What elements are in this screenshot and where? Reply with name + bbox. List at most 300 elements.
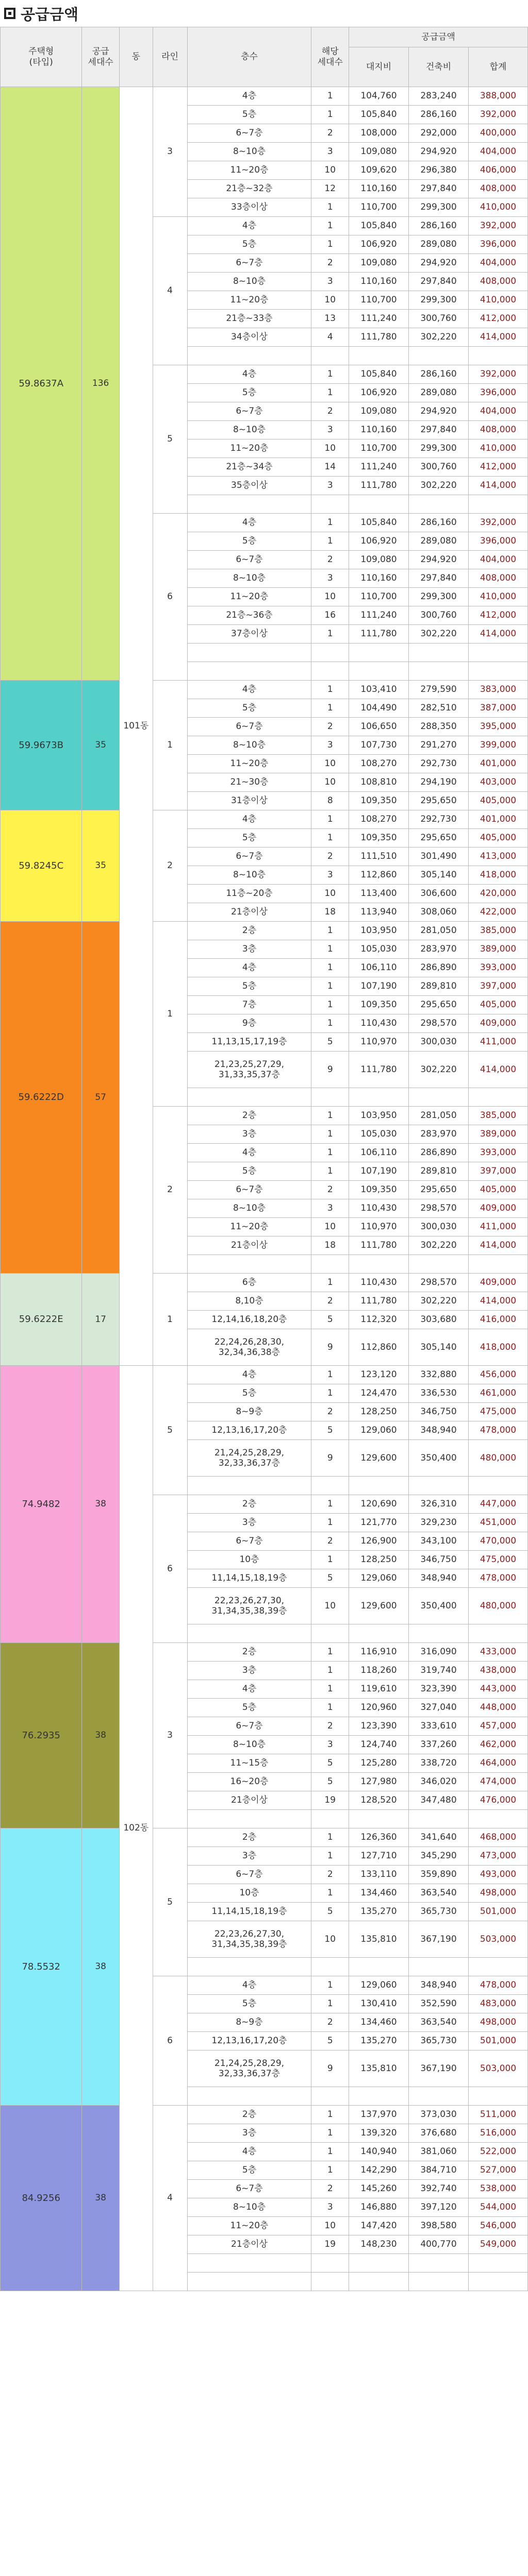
land-price-cell — [349, 1477, 408, 1495]
land-price-cell: 111,780 — [349, 477, 408, 495]
table-row — [1, 87, 528, 106]
floor-cell — [187, 2087, 311, 2106]
construction-price-cell: 298,570 — [409, 1014, 469, 1033]
land-price-cell: 116,910 — [349, 1643, 408, 1662]
land-price-cell: 129,060 — [349, 1421, 408, 1440]
header-land: 대지비 — [349, 47, 408, 87]
table-body — [1, 87, 528, 2291]
land-price-cell: 106,650 — [349, 718, 408, 736]
land-price-cell: 110,160 — [349, 273, 408, 291]
household-cell: 2 — [311, 124, 349, 143]
construction-price-cell: 301,490 — [409, 848, 469, 866]
land-price-cell: 139,320 — [349, 2124, 408, 2143]
total-price-cell: 451,000 — [469, 1514, 528, 1532]
household-cell: 9 — [311, 2050, 349, 2087]
total-price-cell: 387,000 — [469, 699, 528, 718]
floor-cell: 11~20층 — [187, 291, 311, 310]
land-price-cell: 128,520 — [349, 1791, 408, 1810]
floor-cell: 8,10층 — [187, 1292, 311, 1311]
floor-cell: 4층 — [187, 681, 311, 699]
construction-price-cell: 346,020 — [409, 1773, 469, 1791]
line-cell: 3 — [153, 87, 187, 217]
construction-price-cell: 297,840 — [409, 273, 469, 291]
floor-cell: 21층이상 — [187, 903, 311, 922]
floor-cell: 5층 — [187, 2161, 311, 2180]
household-cell: 1 — [311, 1662, 349, 1680]
total-price-cell: 413,000 — [469, 848, 528, 866]
total-price-cell: 400,000 — [469, 124, 528, 143]
construction-price-cell: 359,890 — [409, 1866, 469, 1884]
construction-price-cell: 363,540 — [409, 2013, 469, 2032]
household-cell: 1 — [311, 2124, 349, 2143]
household-cell: 10 — [311, 588, 349, 606]
floor-cell: 3층 — [187, 1662, 311, 1680]
header-type: 주택형 (타입) — [1, 27, 82, 87]
household-cell — [311, 662, 349, 681]
construction-price-cell: 288,350 — [409, 718, 469, 736]
construction-price-cell: 308,060 — [409, 903, 469, 922]
land-price-cell: 105,030 — [349, 1125, 408, 1144]
floor-cell: 6~7층 — [187, 718, 311, 736]
total-price-cell: 480,000 — [469, 1440, 528, 1477]
construction-price-cell: 283,240 — [409, 87, 469, 106]
total-price-cell: 396,000 — [469, 384, 528, 402]
total-price-cell: 457,000 — [469, 1717, 528, 1736]
construction-price-cell: 302,220 — [409, 1236, 469, 1255]
construction-price-cell: 299,300 — [409, 198, 469, 217]
total-price-cell — [469, 1958, 528, 1976]
construction-price-cell — [409, 1088, 469, 1107]
header-household: 해당 세대수 — [311, 27, 349, 87]
total-price-cell: 470,000 — [469, 1532, 528, 1551]
household-cell: 1 — [311, 699, 349, 718]
total-price-cell: 404,000 — [469, 402, 528, 421]
floor-cell: 3층 — [187, 1514, 311, 1532]
land-price-cell: 120,690 — [349, 1495, 408, 1514]
total-price-cell: 433,000 — [469, 1643, 528, 1662]
construction-price-cell: 300,760 — [409, 606, 469, 625]
floor-cell: 8~10층 — [187, 866, 311, 885]
household-cell: 18 — [311, 1236, 349, 1255]
construction-price-cell — [409, 1958, 469, 1976]
construction-price-cell: 281,050 — [409, 1107, 469, 1125]
land-price-cell: 105,840 — [349, 106, 408, 124]
floor-cell: 4층 — [187, 217, 311, 235]
construction-price-cell: 343,100 — [409, 1532, 469, 1551]
total-price-cell: 418,000 — [469, 1329, 528, 1366]
line-cell: 1 — [153, 681, 187, 810]
household-cell: 4 — [311, 328, 349, 347]
land-price-cell — [349, 1958, 408, 1976]
line-cell: 5 — [153, 1366, 187, 1495]
floor-cell: 3층 — [187, 1847, 311, 1866]
household-cell — [311, 2087, 349, 2106]
floor-cell: 8~10층 — [187, 421, 311, 439]
construction-price-cell: 299,300 — [409, 588, 469, 606]
construction-price-cell: 332,880 — [409, 1366, 469, 1384]
total-price-cell — [469, 347, 528, 365]
total-price-cell: 538,000 — [469, 2180, 528, 2198]
land-price-cell: 130,410 — [349, 1995, 408, 2013]
land-price-cell: 129,600 — [349, 1588, 408, 1624]
household-cell: 1 — [311, 365, 349, 384]
table-row — [1, 1366, 528, 1384]
floor-cell — [187, 1624, 311, 1643]
land-price-cell: 126,360 — [349, 1828, 408, 1847]
construction-price-cell: 286,160 — [409, 514, 469, 532]
construction-price-cell: 295,650 — [409, 792, 469, 810]
total-price-cell: 414,000 — [469, 328, 528, 347]
units-cell: 38 — [82, 2106, 120, 2291]
land-price-cell: 129,060 — [349, 1976, 408, 1995]
total-price-cell: 404,000 — [469, 254, 528, 273]
floor-cell: 4층 — [187, 1680, 311, 1699]
line-cell: 3 — [153, 1643, 187, 1828]
household-cell: 1 — [311, 1699, 349, 1717]
line-cell: 5 — [153, 365, 187, 514]
household-cell: 3 — [311, 1199, 349, 1218]
table-row — [1, 1643, 528, 1662]
floor-cell: 8~10층 — [187, 1199, 311, 1218]
floor-cell: 5층 — [187, 106, 311, 124]
construction-price-cell: 302,220 — [409, 1052, 469, 1088]
household-cell: 1 — [311, 1847, 349, 1866]
land-price-cell: 111,240 — [349, 606, 408, 625]
line-cell: 6 — [153, 1495, 187, 1643]
floor-cell: 33층이상 — [187, 198, 311, 217]
floor-cell: 22,23,26,27,30, 31,34,35,38,39층 — [187, 1921, 311, 1958]
construction-price-cell: 283,970 — [409, 1125, 469, 1144]
household-cell: 9 — [311, 1440, 349, 1477]
total-price-cell: 408,000 — [469, 180, 528, 198]
total-price-cell: 396,000 — [469, 235, 528, 254]
construction-price-cell: 348,940 — [409, 1976, 469, 1995]
floor-cell: 4층 — [187, 1144, 311, 1162]
floor-cell: 11~20층 — [187, 2217, 311, 2235]
land-price-cell — [349, 2254, 408, 2273]
construction-price-cell: 397,120 — [409, 2198, 469, 2217]
construction-price-cell: 350,400 — [409, 1588, 469, 1624]
household-cell: 3 — [311, 421, 349, 439]
floor-cell: 11,14,15,18,19층 — [187, 1569, 311, 1588]
construction-price-cell: 300,030 — [409, 1033, 469, 1052]
household-cell: 1 — [311, 959, 349, 977]
household-cell: 1 — [311, 1976, 349, 1995]
household-cell: 9 — [311, 1052, 349, 1088]
household-cell: 5 — [311, 1311, 349, 1329]
type-cell: 59.8245C — [1, 810, 82, 922]
units-cell: 17 — [82, 1274, 120, 1366]
land-price-cell: 111,240 — [349, 458, 408, 477]
land-price-cell: 112,860 — [349, 1329, 408, 1366]
building-cell: 102동 — [119, 1366, 153, 2291]
units-cell: 35 — [82, 681, 120, 810]
land-price-cell: 105,840 — [349, 217, 408, 235]
construction-price-cell: 286,890 — [409, 959, 469, 977]
household-cell — [311, 495, 349, 514]
household-cell: 2 — [311, 1292, 349, 1311]
total-price-cell: 478,000 — [469, 1569, 528, 1588]
construction-price-cell: 381,060 — [409, 2143, 469, 2161]
total-price-cell: 409,000 — [469, 1274, 528, 1292]
construction-price-cell — [409, 2087, 469, 2106]
household-cell: 1 — [311, 1366, 349, 1384]
floor-cell — [187, 2273, 311, 2291]
total-price-cell: 389,000 — [469, 1125, 528, 1144]
household-cell: 2 — [311, 402, 349, 421]
land-price-cell — [349, 495, 408, 514]
construction-price-cell: 289,810 — [409, 977, 469, 996]
household-cell: 2 — [311, 1532, 349, 1551]
construction-price-cell: 295,650 — [409, 829, 469, 848]
household-cell: 1 — [311, 384, 349, 402]
floor-cell: 4층 — [187, 87, 311, 106]
land-price-cell — [349, 1088, 408, 1107]
household-cell: 3 — [311, 2198, 349, 2217]
land-price-cell: 111,780 — [349, 1052, 408, 1088]
floor-cell — [187, 643, 311, 662]
construction-price-cell: 299,300 — [409, 439, 469, 458]
total-price-cell: 404,000 — [469, 551, 528, 569]
household-cell — [311, 1810, 349, 1828]
line-cell: 6 — [153, 1976, 187, 2106]
floor-cell: 21,24,25,28,29, 32,33,36,37층 — [187, 2050, 311, 2087]
household-cell: 10 — [311, 755, 349, 773]
header-building: 동 — [119, 27, 153, 87]
household-cell: 2 — [311, 2180, 349, 2198]
total-price-cell — [469, 1477, 528, 1495]
total-price-cell — [469, 495, 528, 514]
line-cell: 4 — [153, 2106, 187, 2291]
land-price-cell — [349, 1810, 408, 1828]
total-price-cell: 395,000 — [469, 718, 528, 736]
household-cell: 1 — [311, 1125, 349, 1144]
total-price-cell: 438,000 — [469, 1662, 528, 1680]
construction-price-cell: 292,730 — [409, 810, 469, 829]
floor-cell: 4층 — [187, 1976, 311, 1995]
construction-price-cell: 306,600 — [409, 885, 469, 903]
household-cell — [311, 1088, 349, 1107]
total-price-cell: 411,000 — [469, 1033, 528, 1052]
land-price-cell: 135,270 — [349, 2032, 408, 2050]
floor-cell: 12,14,16,18,20층 — [187, 1311, 311, 1329]
land-price-cell: 110,430 — [349, 1014, 408, 1033]
household-cell: 2 — [311, 551, 349, 569]
household-cell: 1 — [311, 1014, 349, 1033]
total-price-cell: 420,000 — [469, 885, 528, 903]
land-price-cell: 109,350 — [349, 996, 408, 1014]
floor-cell: 11~20층 — [187, 161, 311, 180]
land-price-cell: 109,350 — [349, 792, 408, 810]
land-price-cell — [349, 1255, 408, 1274]
total-price-cell: 478,000 — [469, 1421, 528, 1440]
construction-price-cell: 367,190 — [409, 2050, 469, 2087]
land-price-cell — [349, 1624, 408, 1643]
total-price-cell: 410,000 — [469, 439, 528, 458]
construction-price-cell: 346,750 — [409, 1403, 469, 1421]
land-price-cell: 110,430 — [349, 1199, 408, 1218]
floor-cell: 34층이상 — [187, 328, 311, 347]
construction-price-cell: 341,640 — [409, 1828, 469, 1847]
building-cell: 101동 — [119, 87, 153, 1366]
floor-cell: 6~7층 — [187, 402, 311, 421]
land-price-cell: 109,080 — [349, 143, 408, 161]
total-price-cell: 447,000 — [469, 1495, 528, 1514]
total-price-cell: 483,000 — [469, 1995, 528, 2013]
total-price-cell: 385,000 — [469, 922, 528, 940]
floor-cell: 37층이상 — [187, 625, 311, 643]
floor-cell — [187, 1477, 311, 1495]
floor-cell: 11~20층 — [187, 439, 311, 458]
land-price-cell: 106,920 — [349, 532, 408, 551]
total-price-cell: 414,000 — [469, 1052, 528, 1088]
household-cell: 1 — [311, 996, 349, 1014]
construction-price-cell: 300,030 — [409, 1218, 469, 1236]
land-price-cell: 112,320 — [349, 1311, 408, 1329]
household-cell: 13 — [311, 310, 349, 328]
total-price-cell: 392,000 — [469, 514, 528, 532]
total-price-cell: 498,000 — [469, 1884, 528, 1903]
floor-cell: 6~7층 — [187, 1532, 311, 1551]
land-price-cell: 109,350 — [349, 1181, 408, 1199]
land-price-cell: 135,270 — [349, 1903, 408, 1921]
construction-price-cell: 345,290 — [409, 1847, 469, 1866]
construction-price-cell: 302,220 — [409, 1292, 469, 1311]
line-cell: 6 — [153, 514, 187, 681]
total-price-cell: 443,000 — [469, 1680, 528, 1699]
land-price-cell — [349, 347, 408, 365]
land-price-cell: 109,080 — [349, 254, 408, 273]
floor-cell: 8~10층 — [187, 2198, 311, 2217]
total-price-cell: 409,000 — [469, 1199, 528, 1218]
line-cell: 1 — [153, 922, 187, 1107]
floor-cell: 11~20층 — [187, 1218, 311, 1236]
line-cell: 1 — [153, 1274, 187, 1366]
household-cell: 2 — [311, 718, 349, 736]
floor-cell: 4층 — [187, 365, 311, 384]
land-price-cell: 110,970 — [349, 1218, 408, 1236]
household-cell: 8 — [311, 792, 349, 810]
land-price-cell: 113,940 — [349, 903, 408, 922]
household-cell: 1 — [311, 681, 349, 699]
household-cell — [311, 2254, 349, 2273]
land-price-cell: 111,240 — [349, 310, 408, 328]
construction-price-cell: 303,680 — [409, 1311, 469, 1329]
construction-price-cell: 302,220 — [409, 328, 469, 347]
floor-cell: 5층 — [187, 829, 311, 848]
household-cell: 1 — [311, 2161, 349, 2180]
floor-cell: 11,14,15,18,19층 — [187, 1903, 311, 1921]
floor-cell — [187, 1958, 311, 1976]
floor-cell: 3층 — [187, 940, 311, 959]
household-cell: 1 — [311, 829, 349, 848]
floor-cell: 10층 — [187, 1551, 311, 1569]
floor-cell: 2층 — [187, 1107, 311, 1125]
units-cell: 38 — [82, 1366, 120, 1643]
construction-price-cell: 296,380 — [409, 161, 469, 180]
construction-price-cell: 292,000 — [409, 124, 469, 143]
units-cell: 38 — [82, 1828, 120, 2106]
floor-cell: 21층~33층 — [187, 310, 311, 328]
land-price-cell: 110,700 — [349, 588, 408, 606]
floor-cell: 21층이상 — [187, 1791, 311, 1810]
floor-cell: 11~20층 — [187, 588, 311, 606]
total-price-cell: 416,000 — [469, 1311, 528, 1329]
total-price-cell: 501,000 — [469, 2032, 528, 2050]
total-price-cell: 456,000 — [469, 1366, 528, 1384]
total-price-cell: 410,000 — [469, 291, 528, 310]
household-cell: 1 — [311, 1551, 349, 1569]
construction-price-cell: 286,160 — [409, 365, 469, 384]
construction-price-cell: 400,770 — [409, 2235, 469, 2254]
total-price-cell: 474,000 — [469, 1773, 528, 1791]
header-units: 공급 세대수 — [82, 27, 120, 87]
construction-price-cell: 298,570 — [409, 1199, 469, 1218]
land-price-cell: 148,230 — [349, 2235, 408, 2254]
total-price-cell: 397,000 — [469, 1162, 528, 1181]
household-cell — [311, 2273, 349, 2291]
land-price-cell: 105,840 — [349, 514, 408, 532]
construction-price-cell: 350,400 — [409, 1440, 469, 1477]
construction-price-cell: 300,760 — [409, 458, 469, 477]
total-price-cell: 389,000 — [469, 940, 528, 959]
total-price-cell — [469, 1810, 528, 1828]
land-price-cell: 110,160 — [349, 180, 408, 198]
household-cell: 10 — [311, 1218, 349, 1236]
land-price-cell: 109,350 — [349, 829, 408, 848]
land-price-cell: 104,490 — [349, 699, 408, 718]
household-cell: 1 — [311, 106, 349, 124]
floor-cell: 6~7층 — [187, 1717, 311, 1736]
floor-cell: 22,23,26,27,30, 31,34,35,38,39층 — [187, 1588, 311, 1624]
land-price-cell: 108,000 — [349, 124, 408, 143]
floor-cell: 21층~32층 — [187, 180, 311, 198]
household-cell: 1 — [311, 1162, 349, 1181]
construction-price-cell: 282,510 — [409, 699, 469, 718]
table-row — [1, 922, 528, 940]
household-cell: 1 — [311, 2143, 349, 2161]
total-price-cell: 405,000 — [469, 829, 528, 848]
line-cell: 4 — [153, 217, 187, 365]
household-cell: 1 — [311, 922, 349, 940]
construction-price-cell: 326,310 — [409, 1495, 469, 1514]
construction-price-cell: 363,540 — [409, 1884, 469, 1903]
total-price-cell: 503,000 — [469, 1921, 528, 1958]
header-line: 라인 — [153, 27, 187, 87]
total-price-cell: 527,000 — [469, 2161, 528, 2180]
line-cell: 5 — [153, 1828, 187, 1976]
land-price-cell: 106,920 — [349, 384, 408, 402]
floor-cell: 12,13,16,17,20층 — [187, 2032, 311, 2050]
construction-price-cell: 316,090 — [409, 1643, 469, 1662]
land-price-cell: 127,980 — [349, 1773, 408, 1791]
construction-price-cell — [409, 2254, 469, 2273]
total-price-cell: 461,000 — [469, 1384, 528, 1403]
household-cell: 1 — [311, 810, 349, 829]
household-cell: 9 — [311, 1329, 349, 1366]
household-cell: 1 — [311, 1514, 349, 1532]
household-cell: 10 — [311, 291, 349, 310]
total-price-cell — [469, 643, 528, 662]
floor-cell: 5층 — [187, 532, 311, 551]
floor-cell: 6~7층 — [187, 254, 311, 273]
floor-cell: 21층~36층 — [187, 606, 311, 625]
total-price-cell — [469, 1624, 528, 1643]
section-header — [0, 0, 528, 27]
land-price-cell: 140,940 — [349, 2143, 408, 2161]
land-price-cell: 109,620 — [349, 161, 408, 180]
total-price-cell: 478,000 — [469, 1976, 528, 1995]
